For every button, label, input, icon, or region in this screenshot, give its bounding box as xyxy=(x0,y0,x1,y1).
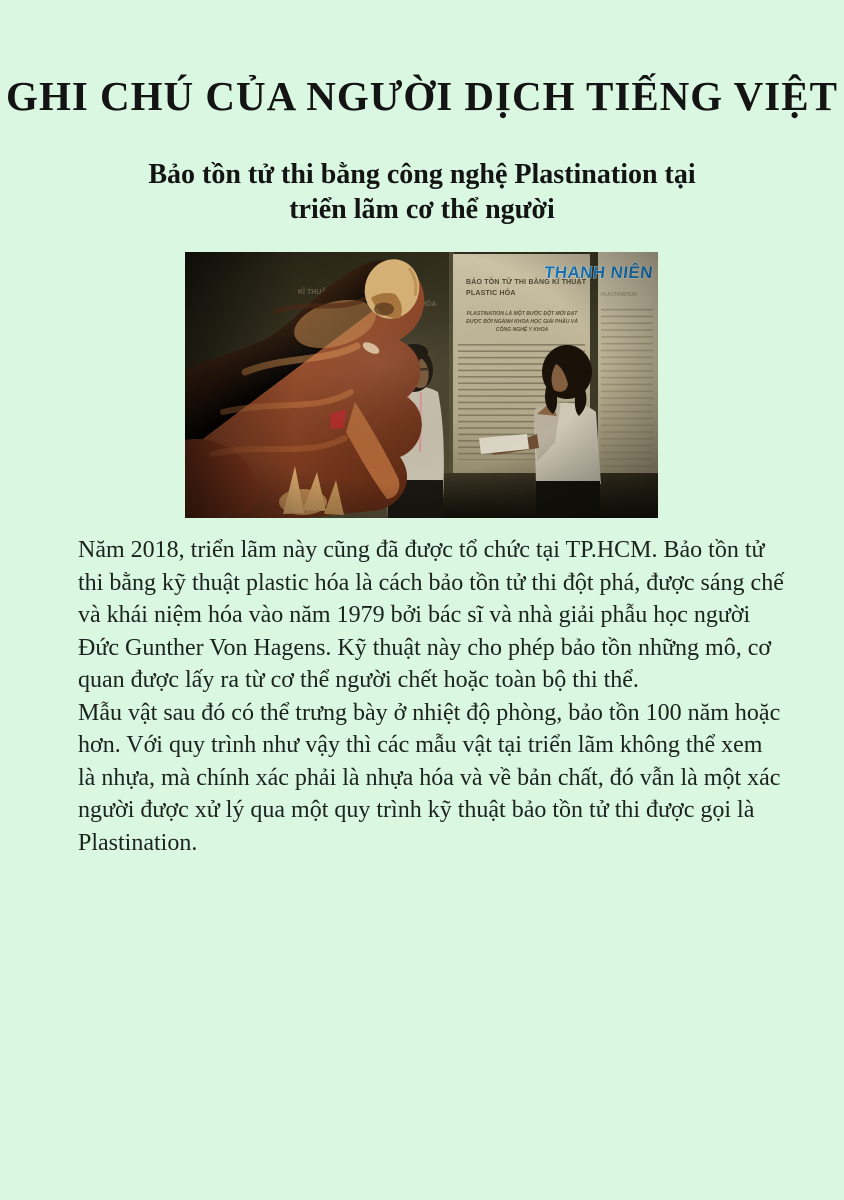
page-title: GHI CHÚ CỦA NGƯỜI DỊCH TIẾNG VIỆT xyxy=(6,73,838,119)
article-body xyxy=(78,534,784,859)
exhibition-photo xyxy=(185,252,658,518)
paragraph-1: Năm 2018, triển lãm này cũng đã được tổ chức tại TP.HCM. Bảo tồn tử thi bằng kỹ thuật plastic hóa là cách bảo tồn tử thi đột phá, được sáng chế và khái niệm hóa vào năm 1979 bởi bác sĩ và nhà giải phẫu học người Đức Gunther Von Hagens. Kỹ thuật này cho phép bảo tồn những mô, cơ quan được lấy ra từ cơ thể người chết hoặc toàn bộ thi thể. xyxy=(78,537,784,693)
article-subtitle xyxy=(0,157,844,227)
article-subtitle-line1: Bảo tồn tử thi bằng công nghệ Plastination tại xyxy=(148,159,696,190)
photo-left-shadow xyxy=(185,252,295,518)
exhibition-photo-graphic xyxy=(185,252,658,518)
article-subtitle-line2: triển lãm cơ thể người xyxy=(289,194,555,225)
paragraph-2: Mẫu vật sau đó có thể trưng bày ở nhiệt độ phòng, bảo tồn 100 năm hoặc hơn. Với quy trình như vậy thì các mẫu vật tại triển lãm không thể xem là nhựa, mà chính xác phải là nhựa hóa và về bản chất, đó vẫn là một xác người được xử lý qua một quy trình kỹ thuật bảo tồn tử thi được gọi là Plastination. xyxy=(78,699,781,856)
